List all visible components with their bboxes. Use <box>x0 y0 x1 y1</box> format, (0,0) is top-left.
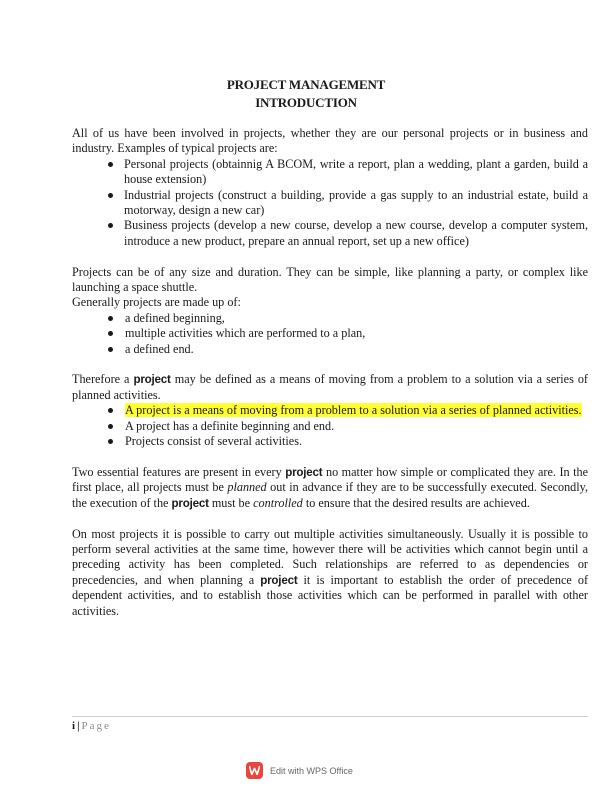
bullet-icon <box>108 424 113 429</box>
size-paragraph: Projects can be of any size and duration. They can be simple, like planning a party, or complex like launching a space shuttle. <box>72 264 588 295</box>
bullet-icon <box>108 408 113 413</box>
controlled-emphasis: controlled <box>253 495 303 510</box>
section-title: INTRODUCTION <box>255 95 357 110</box>
bullet-icon <box>108 193 113 198</box>
list-item: A project has a definite beginning and end. <box>72 419 588 434</box>
page-number: i <box>72 720 76 732</box>
project-keyword: project <box>260 573 298 587</box>
project-keyword: project <box>171 496 209 510</box>
project-keyword: project <box>133 373 171 387</box>
planned-emphasis: planned <box>227 480 267 495</box>
highlighted-list-item <box>72 403 588 418</box>
list-item: Personal projects (obtainnig A BCOM, write a report, plan a wedding, plant a garden, build a house extension) <box>72 157 588 188</box>
page-footer <box>72 719 111 733</box>
wps-w-glyph-icon <box>249 766 260 775</box>
project-parts-list <box>72 311 588 357</box>
bullet-icon <box>108 162 113 167</box>
document-title: PROJECT MANAGEMENT <box>226 77 386 92</box>
bullet-icon <box>108 347 113 352</box>
list-item: Business projects (develop a new course, develop a new course, develop a computer system, introduce a new product, prepare an annual report, set up a new office) <box>72 218 588 249</box>
features-paragraph: Two essential features are present in every project no matter how simple or complicated they are. In the first place, all projects must be planned out in advance if they are to be successfully executed. Secondly, the execution of the project must be controlled to ensure that the desired results are achieved. <box>72 464 589 510</box>
wps-edit-button[interactable] <box>246 762 353 779</box>
project-keyword: project <box>285 465 323 479</box>
list-item: multiple activities which are performed to a plan, <box>72 326 588 341</box>
project-examples-list <box>72 157 588 249</box>
definition-paragraph: Therefore a project may be defined as a means of moving from a problem to a solution via a series of planned activities. <box>72 372 588 402</box>
list-item: Projects consist of several activities. <box>72 434 588 449</box>
bullet-icon <box>108 439 113 444</box>
definition-list <box>72 403 588 449</box>
footer-divider <box>72 716 588 717</box>
highlighted-text: A project is a means of moving from a problem to a solution via a series of planned activities. <box>125 403 582 418</box>
page-label: Page <box>81 720 111 732</box>
footer-separator: | <box>77 720 80 732</box>
made-up-of-paragraph: Generally projects are made up of: <box>72 295 241 310</box>
list-item: a defined end. <box>72 342 588 357</box>
document-body <box>72 126 588 619</box>
wps-edit-label[interactable]: Edit with WPS Office <box>270 765 353 776</box>
intro-paragraph: All of us have been involved in projects, whether they are our personal projects or in business and industry. Examples of typical projects are: <box>72 126 588 156</box>
title-block <box>0 76 612 112</box>
list-item: Industrial projects (construct a building, provide a gas supply to an industrial estate, build a motorway, design a new car) <box>72 188 588 219</box>
bullet-icon <box>108 316 113 321</box>
bullet-icon <box>108 331 113 336</box>
wps-logo-icon <box>246 762 263 779</box>
activities-paragraph: On most projects it is possible to carry out multiple activities simultaneously. Usually it is possible to perform several activities at the same time, however there will be activities which cannot begin until a preceding activity has been completed. Such relationships are referred to as dependencies or precedencies, and when planning a project it is important to establish the order of precedence of dependent activities, and to establish those activities which can be performed in parallel with other activities. <box>72 526 589 618</box>
bullet-icon <box>108 223 113 228</box>
list-item: a defined beginning, <box>72 311 588 326</box>
